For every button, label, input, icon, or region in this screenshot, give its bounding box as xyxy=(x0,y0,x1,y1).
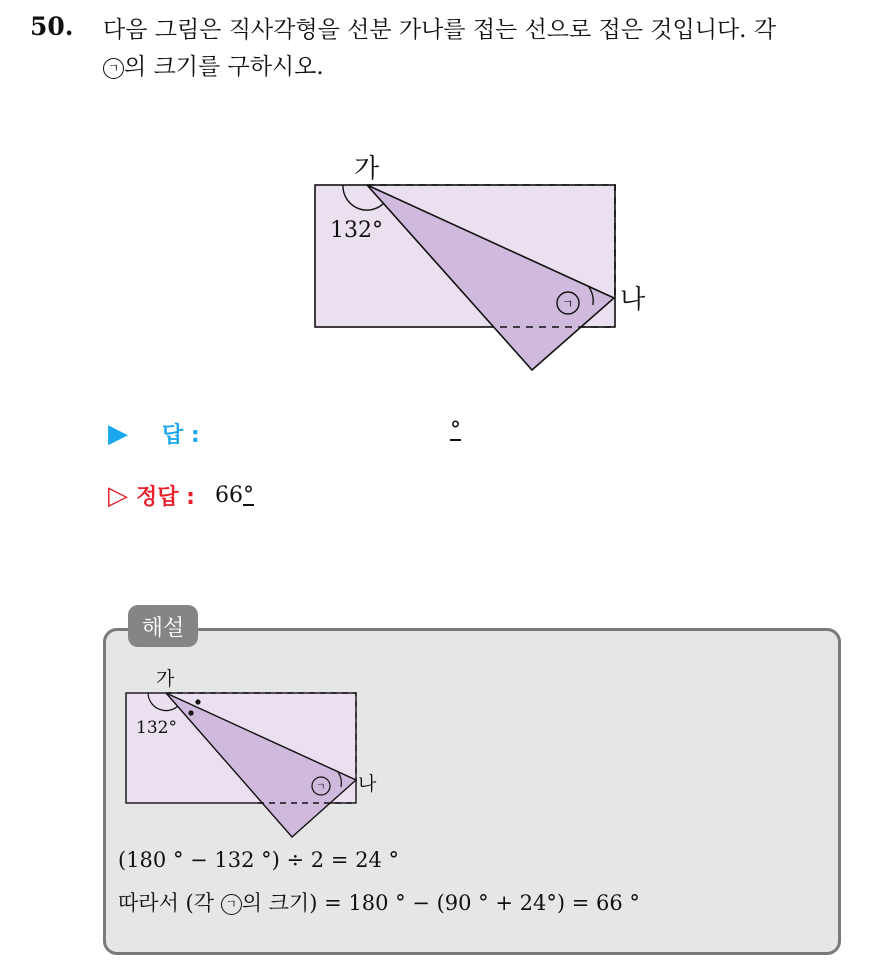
marker-circle-icon: ㄱ xyxy=(103,58,124,79)
answer-unit: ° xyxy=(242,483,254,508)
question-text-line2: 의 크기를 구하시오. xyxy=(124,54,324,80)
question-number: 50. xyxy=(30,12,74,41)
solution-line-2-prefix: 따라서 (각 xyxy=(118,891,221,915)
angle-dot-2 xyxy=(188,710,193,715)
correct-arrow-icon: ▷ xyxy=(108,480,128,511)
angle-dot-1 xyxy=(195,699,200,704)
angle-label-132: 132° xyxy=(330,218,383,243)
figure-folded-rectangle xyxy=(300,145,660,385)
answer-row xyxy=(108,418,200,449)
solution-marker-circle-icon: ㄱ xyxy=(221,894,242,915)
solution-marker-label: ㄱ xyxy=(316,782,326,793)
answer-blank-unit: ° xyxy=(450,418,461,443)
solution-label-ga: 가 xyxy=(156,668,175,690)
answer-label: 답 : xyxy=(162,423,200,448)
question-text xyxy=(103,12,873,86)
marker-label: ㄱ xyxy=(562,297,574,311)
answer-number: 66 xyxy=(214,483,243,508)
label-ga: 가 xyxy=(354,154,380,184)
solution-tag: 해설 xyxy=(128,605,198,647)
label-na: 나 xyxy=(620,285,646,315)
correct-answer-label: 정답 : xyxy=(136,485,195,510)
solution-line-1: (180 ° − 132 °) ÷ 2 = 24 ° xyxy=(118,848,399,872)
correct-answer-row xyxy=(108,480,254,511)
solution-line-2-suffix: 의 크기) = 180 ° − (90 ° + 24°) = 66 ° xyxy=(241,891,640,915)
solution-figure xyxy=(118,660,418,845)
solution-line-2 xyxy=(118,887,640,917)
solution-label-na: 나 xyxy=(358,773,377,795)
correct-answer-value xyxy=(215,483,254,508)
question-text-line1: 다음 그림은 직사각형을 선분 가나를 접는 선으로 접은 것입니다. 각 xyxy=(103,17,776,43)
solution-angle-label: 132° xyxy=(136,718,177,738)
answer-arrow-icon: ▶ xyxy=(108,418,128,449)
